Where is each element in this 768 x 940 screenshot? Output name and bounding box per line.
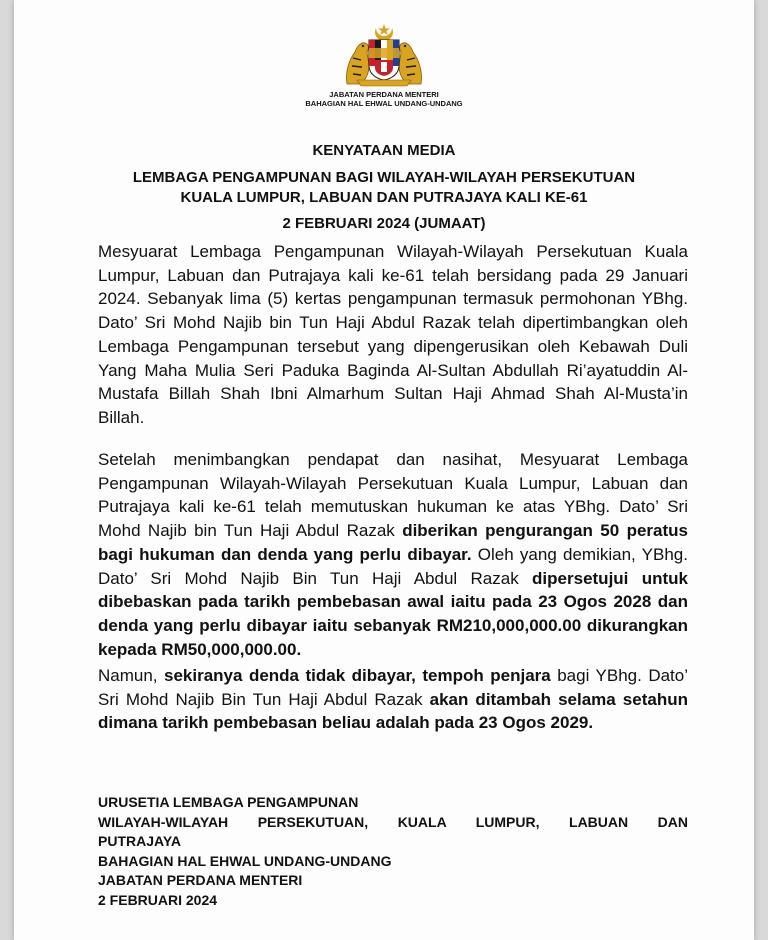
footer-line-6: 2 FEBRUARI 2024	[98, 891, 218, 908]
paragraph-3-bold-1: sekiranya denda tidak dibayar, tempoh penjara	[164, 666, 551, 685]
footer-line-4: BAHAGIAN HAL EHWAL UNDANG-UNDANG	[98, 852, 392, 869]
crest-container	[14, 22, 754, 90]
paragraph-2-text-1: Setelah menimbangkan pendapat dan nasihat, Mesyuarat Lembaga Pengampunan Wilayah-Wilayah Persekutuan Kuala Lumpur, Labuan dan Putrajaya kali ke-61 telah memutuskan hukuman ke atas YBhg. Dato’ Sri Mohd Najib bin Tun Haji Abdul Razak	[98, 450, 688, 541]
paragraph-2-bold-1: diberikan pengurangan 50 peratus bagi hukuman dan denda yang perlu dibayar.	[98, 521, 688, 564]
document-page	[14, 0, 754, 940]
paragraph-1: Mesyuarat Lembaga Pengampunan Wilayah-Wilayah Persekutuan Kuala Lumpur, Labuan dan Putrajaya kali ke-61 telah bersidang pada 29 Januari 2024. Sebanyak lima (5) kertas pengampunan termasuk permohonan YBhg. Dato’ Sri Mohd Najib bin Tun Haji Abdul Razak telah dipertimbangkan oleh Lembaga Pengampunan tersebut yang dipengerusikan oleh Kebawah Duli Yang Maha Mulia Seri Paduka Baginda Al-Sultan Abdullah Ri’ayatuddin Al-Mustafa Billah Shah Ibni Almarhum Sultan Haji Ahmad Shah Al-Musta’in Billah.	[98, 242, 688, 427]
paragraph-2-bold-2: dipersetujui untuk dibebaskan pada tarikh pembebasan awal iaitu pada 23 Ogos 2028 dan denda yang perlu dibayar iaitu sebanyak RM210,000,000.00 dikurangkan kepada RM50,000,000.00.	[98, 568, 688, 659]
paragraph-3-text-2: bagi YBhg. Dato’ Sri Mohd Najib Bin Tun Haji Abdul Razak	[98, 666, 689, 709]
document-date: 2 FEBRUARI 2024 (JUMAAT)	[282, 215, 486, 232]
paragraph-3-text-1: Namun,	[98, 666, 165, 685]
subtitle-line2: KUALA LUMPUR, LABUAN DAN PUTRAJAYA KALI KE-61	[180, 189, 588, 206]
agency-name-line1: JABATAN PERDANA MENTERI	[329, 90, 439, 99]
footer-line-2: WILAYAH-WILAYAH PERSEKUTUAN, KUALA LUMPUR, LABUAN DAN	[98, 813, 688, 830]
paragraph-3	[98, 664, 688, 735]
document-title: KENYATAAN MEDIA	[312, 142, 456, 159]
subtitle-line1: LEMBAGA PENGAMPUNAN BAGI WILAYAH-WILAYAH PERSEKUTUAN	[132, 169, 636, 186]
malaysia-coat-of-arms-icon	[339, 22, 429, 90]
paragraph-3-bold-2: akan ditambah selama setahun dimana tarikh pembebasan beliau adalah pada 23 Ogos 2029.	[98, 689, 688, 733]
footer-line-3: PUTRAJAYA	[98, 833, 181, 849]
footer-line-5: JABATAN PERDANA MENTERI	[98, 872, 303, 888]
footer-line-1: URUSETIA LEMBAGA PENGAMPUNAN	[98, 794, 359, 810]
signature-block	[98, 793, 688, 910]
paragraph-2	[98, 448, 688, 661]
paragraph-2-text-2: Oleh yang demikian, YBhg. Dato’ Sri Mohd Najib Bin Tun Haji Abdul Razak	[98, 544, 688, 588]
agency-name-line2: BAHAGIAN HAL EHWAL UNDANG-UNDANG	[305, 99, 463, 108]
